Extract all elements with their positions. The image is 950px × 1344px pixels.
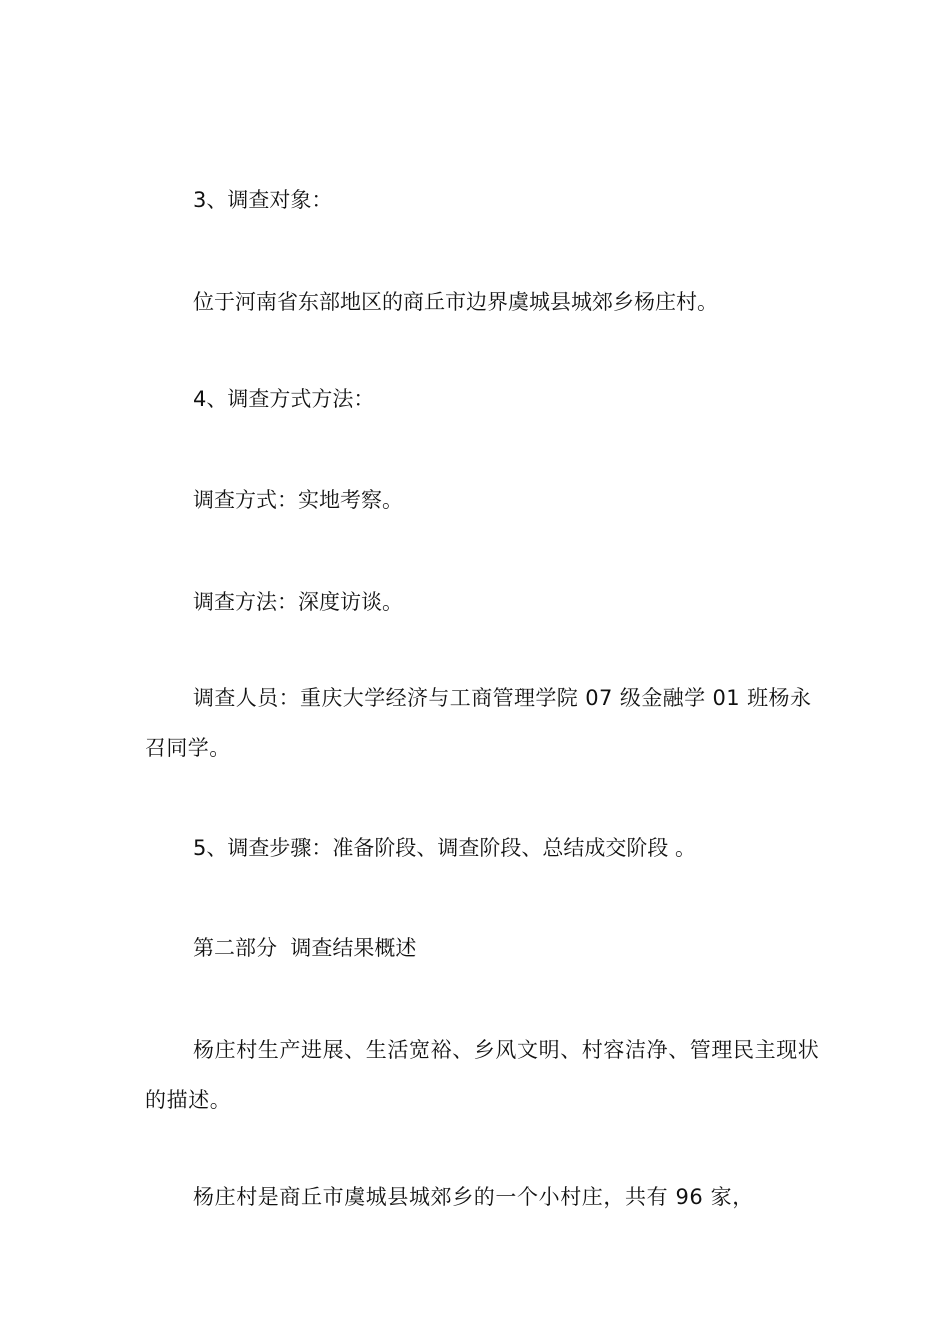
status-description-paragraph: 杨庄村生产进展、生活宽裕、乡风文明、村容洁净、管理民主现状的描述。 xyxy=(145,1038,820,1112)
survey-method-paragraph: 调查方法：深度访谈。 xyxy=(193,590,403,614)
village-intro-paragraph: 杨庄村是商丘市虞城县城郊乡的一个小村庄，共有 96 家， xyxy=(193,1185,754,1209)
survey-mode-paragraph: 调查方式：实地考察。 xyxy=(193,488,403,512)
section-4-heading: 4、调查方式方法： xyxy=(193,387,375,411)
survey-object-paragraph: 位于河南省东部地区的商丘市边界虞城县城郊乡杨庄村。 xyxy=(193,290,718,314)
survey-personnel-paragraph: 调查人员：重庆大学经济与工商管理学院 07 级金融学 01 班杨永召同学。 xyxy=(145,686,812,760)
section-3-heading: 3、调查对象： xyxy=(193,188,333,212)
section-5-paragraph: 5、调查步骤：准备阶段、调查阶段、总结成交阶段 。 xyxy=(193,836,697,860)
part-two-heading: 第二部分 调查结果概述 xyxy=(193,936,417,960)
